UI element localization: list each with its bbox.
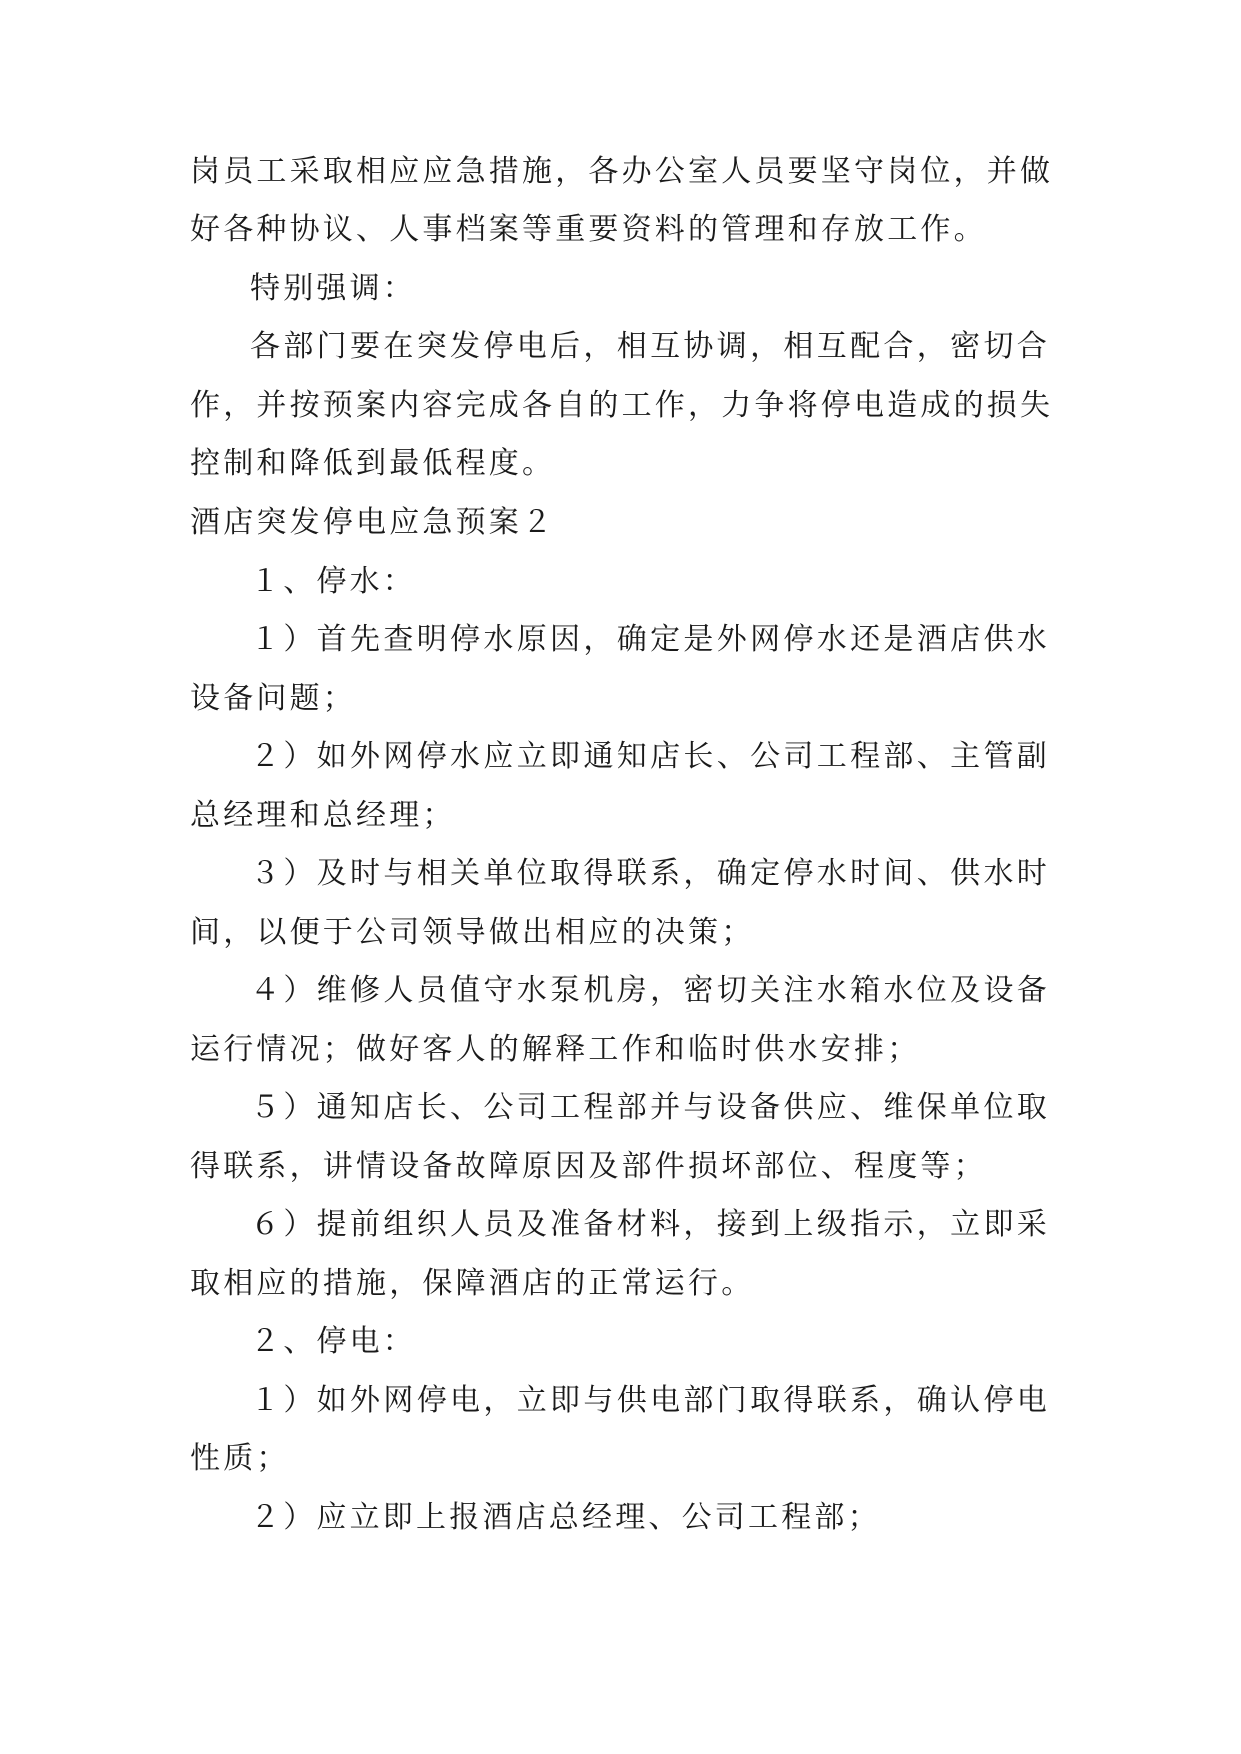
text-line: 好各种协议、人事档案等重要资料的管理和存放工作。 bbox=[190, 212, 987, 247]
list-item: １）首先查明停水原因，确定是外网停水还是酒店供水 bbox=[250, 622, 1050, 657]
list-item: ５）通知店长、公司工程部并与设备供应、维保单位取 bbox=[250, 1090, 1050, 1125]
list-item: ６）提前组织人员及准备材料，接到上级指示，立即采 bbox=[250, 1207, 1050, 1242]
list-item: ４）维修人员值守水泵机房，密切关注水箱水位及设备 bbox=[250, 973, 1050, 1008]
text-line: 间，以便于公司领导做出相应的决策； bbox=[190, 915, 755, 950]
text-line: 运行情况；做好客人的解释工作和临时供水安排； bbox=[190, 1032, 921, 1067]
section-heading: 特别强调： bbox=[250, 271, 416, 306]
section-heading: １、停水： bbox=[250, 564, 416, 599]
list-item: ３）及时与相关单位取得联系，确定停水时间、供水时 bbox=[250, 856, 1050, 891]
text-line: 取相应的措施，保障酒店的正常运行。 bbox=[190, 1266, 755, 1301]
list-item: １）如外网停电，立即与供电部门取得联系，确认停电 bbox=[250, 1383, 1050, 1418]
document-title: 酒店突发停电应急预案２ bbox=[190, 505, 556, 540]
text-line: 作，并按预案内容完成各自的工作，力争将停电造成的损失 bbox=[190, 388, 1054, 423]
list-item: ２）如外网停水应立即通知店长、公司工程部、主管副 bbox=[250, 739, 1050, 774]
text-line: 岗员工采取相应应急措施，各办公室人员要坚守岗位，并做 bbox=[190, 154, 1054, 189]
text-line: 得联系，讲情设备故障原因及部件损坏部位、程度等； bbox=[190, 1149, 987, 1184]
list-item: ２）应立即上报酒店总经理、公司工程部； bbox=[250, 1500, 881, 1535]
text-line: 性质； bbox=[190, 1441, 290, 1476]
text-line: 总经理和总经理； bbox=[190, 798, 456, 833]
text-line: 控制和降低到最低程度。 bbox=[190, 446, 556, 481]
section-heading: ２、停电： bbox=[250, 1324, 416, 1359]
text-line: 设备问题； bbox=[190, 681, 356, 716]
text-line: 各部门要在突发停电后，相互协调，相互配合，密切合 bbox=[250, 329, 1050, 364]
